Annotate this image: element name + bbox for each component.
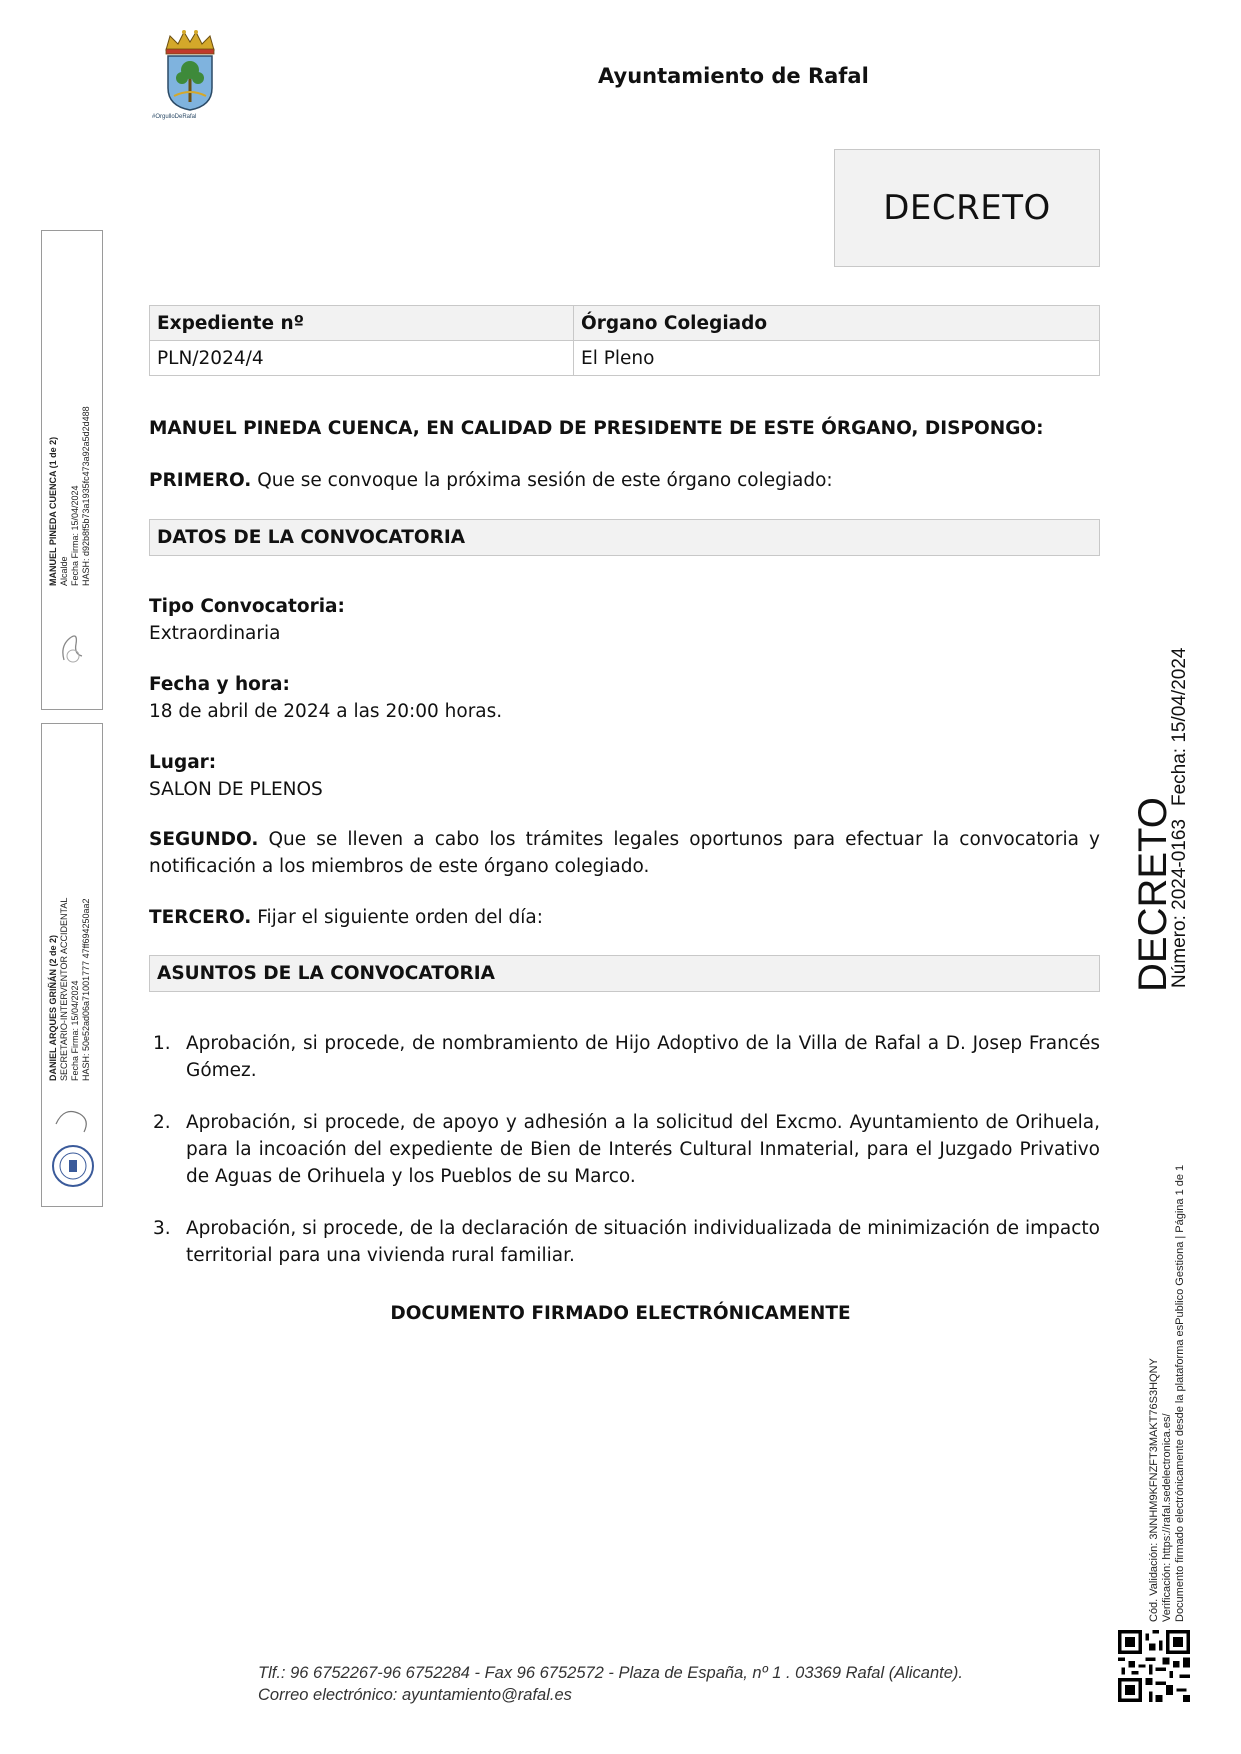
list-item — [149, 1215, 1100, 1269]
logo-caption: #OrgulloDeRafal — [152, 114, 197, 120]
table-header-cell: Expediente nº — [150, 306, 574, 341]
signer-name: MANUEL PINEDA CUENCA (1 de 2) — [48, 436, 58, 586]
tercero-paragraph — [149, 904, 543, 931]
tipo-value: Extraordinaria — [149, 623, 281, 644]
primero-text: Que se convoque la próxima sesión de este órgano colegiado: — [251, 470, 833, 491]
shield-icon — [168, 56, 212, 110]
segundo-label: SEGUNDO. — [149, 829, 259, 850]
signer-hash: HASH: 50e52ad06a71001777 47ff694250aa2 — [81, 898, 91, 1081]
signer-hash: HASH: d92b8f5b73a1935fc473a92a5d2d488 — [81, 406, 91, 586]
crown-icon — [166, 30, 214, 54]
decree-intro: MANUEL PINEDA CUENCA, EN CALIDAD DE PRESIDENTE DE ESTE ÓRGANO, DISPONGO: — [149, 418, 1044, 439]
primero-paragraph — [149, 467, 833, 494]
datos-section-header: DATOS DE LA CONVOCATORIA — [149, 519, 1100, 556]
official-seal-icon — [50, 1104, 96, 1194]
town-coat-of-arms-logo — [150, 26, 230, 120]
verification-url: Verificación: https://rafal.sedelectronica.es/ — [1161, 1413, 1173, 1622]
list-item-text: Aprobación, si procede, de apoyo y adhesión a la solicitud del Excmo. Ayuntamiento de Orihuela, para la incoación del expediente de Bien de Interés Cultural Inmaterial, para el Juzgado Privativo de Aguas de Orihuela y los Pueblos de su Marco. — [186, 1112, 1100, 1187]
list-item-number: 3. — [153, 1218, 171, 1239]
footer-address: Tlf.: 96 6752267-96 6752284 - Fax 96 6752572 - Plaza de España, nº 1 . 03369 Rafal (Alicante). — [258, 1664, 963, 1682]
signer-role: Alcalde — [59, 556, 69, 586]
platform-notice: Documento firmado electrónicamente desde la plataforma esPublico Gestiona | Página 1 de 1 — [1174, 1164, 1186, 1622]
list-item-text: Aprobación, si procede, de la declaración de situación individualizada de minimización de impacto territorial para una vivienda rural familiar. — [186, 1218, 1100, 1266]
side-stamp-date: Fecha: 15/04/2024 — [1169, 647, 1190, 806]
signature-panel-2 — [41, 723, 103, 1207]
signature-panel-1 — [41, 230, 103, 710]
footer-contact — [258, 1662, 963, 1706]
lugar-label: Lugar: — [149, 752, 217, 773]
signer-date: Fecha Firma: 15/04/2024 — [70, 485, 80, 586]
segundo-text: Que se lleven a cabo los trámites legales oportunos para efectuar la convocatoria y notificación a los miembros de este órgano colegiado. — [149, 829, 1100, 877]
list-item — [149, 1030, 1100, 1084]
page-header-title: Ayuntamiento de Rafal — [598, 64, 869, 88]
validation-code: Cód. Validación: 3NNHM9KFNZFT3MAKT76S3HQNY — [1148, 1358, 1160, 1622]
side-stamp-title: DECRETO — [1131, 797, 1175, 992]
signature-1-text — [48, 406, 92, 586]
list-item — [149, 1109, 1100, 1190]
signer-role: SECRETARIO-INTERVENTOR ACCIDENTAL — [59, 897, 69, 1081]
signer-date: Fecha Firma: 15/04/2024 — [70, 980, 80, 1081]
asuntos-section-header: ASUNTOS DE LA CONVOCATORIA — [149, 955, 1100, 992]
doc-type-box: DECRETO — [834, 149, 1100, 267]
fecha-label: Fecha y hora: — [149, 674, 290, 695]
list-item-number: 2. — [153, 1112, 171, 1133]
segundo-paragraph — [149, 826, 1100, 880]
list-item-number: 1. — [153, 1033, 171, 1054]
side-stamp-number: Número: 2024-0163 — [1169, 819, 1190, 988]
signed-notice: DOCUMENTO FIRMADO ELECTRÓNICAMENTE — [390, 1303, 851, 1324]
tercero-text: Fijar el siguiente orden del día: — [251, 907, 543, 928]
footer-email: Correo electrónico: ayuntamiento@rafal.es — [258, 1686, 572, 1704]
lugar-value: SALON DE PLENOS — [149, 779, 323, 800]
agenda-list — [149, 1030, 1100, 1294]
signature-scribble-icon — [56, 626, 90, 666]
file-info-table — [149, 305, 1100, 376]
table-cell: El Pleno — [574, 341, 1100, 376]
qr-code-icon — [1118, 1630, 1190, 1702]
signature-2-text — [48, 898, 92, 1081]
table-header-cell: Órgano Colegiado — [574, 306, 1100, 341]
tercero-label: TERCERO. — [149, 907, 252, 928]
side-validation-text — [1148, 1165, 1187, 1622]
primero-label: PRIMERO. — [149, 470, 252, 491]
list-item-text: Aprobación, si procede, de nombramiento de Hijo Adoptivo de la Villa de Rafal a D. Josep Francés Gómez. — [186, 1033, 1100, 1081]
table-row — [150, 341, 1100, 376]
fecha-value: 18 de abril de 2024 a las 20:00 horas. — [149, 701, 503, 722]
table-header-row — [150, 306, 1100, 341]
signer-name: DANIEL ARQUES GRIÑÁN (2 de 2) — [48, 934, 58, 1081]
table-cell: PLN/2024/4 — [150, 341, 574, 376]
tipo-label: Tipo Convocatoria: — [149, 596, 345, 617]
